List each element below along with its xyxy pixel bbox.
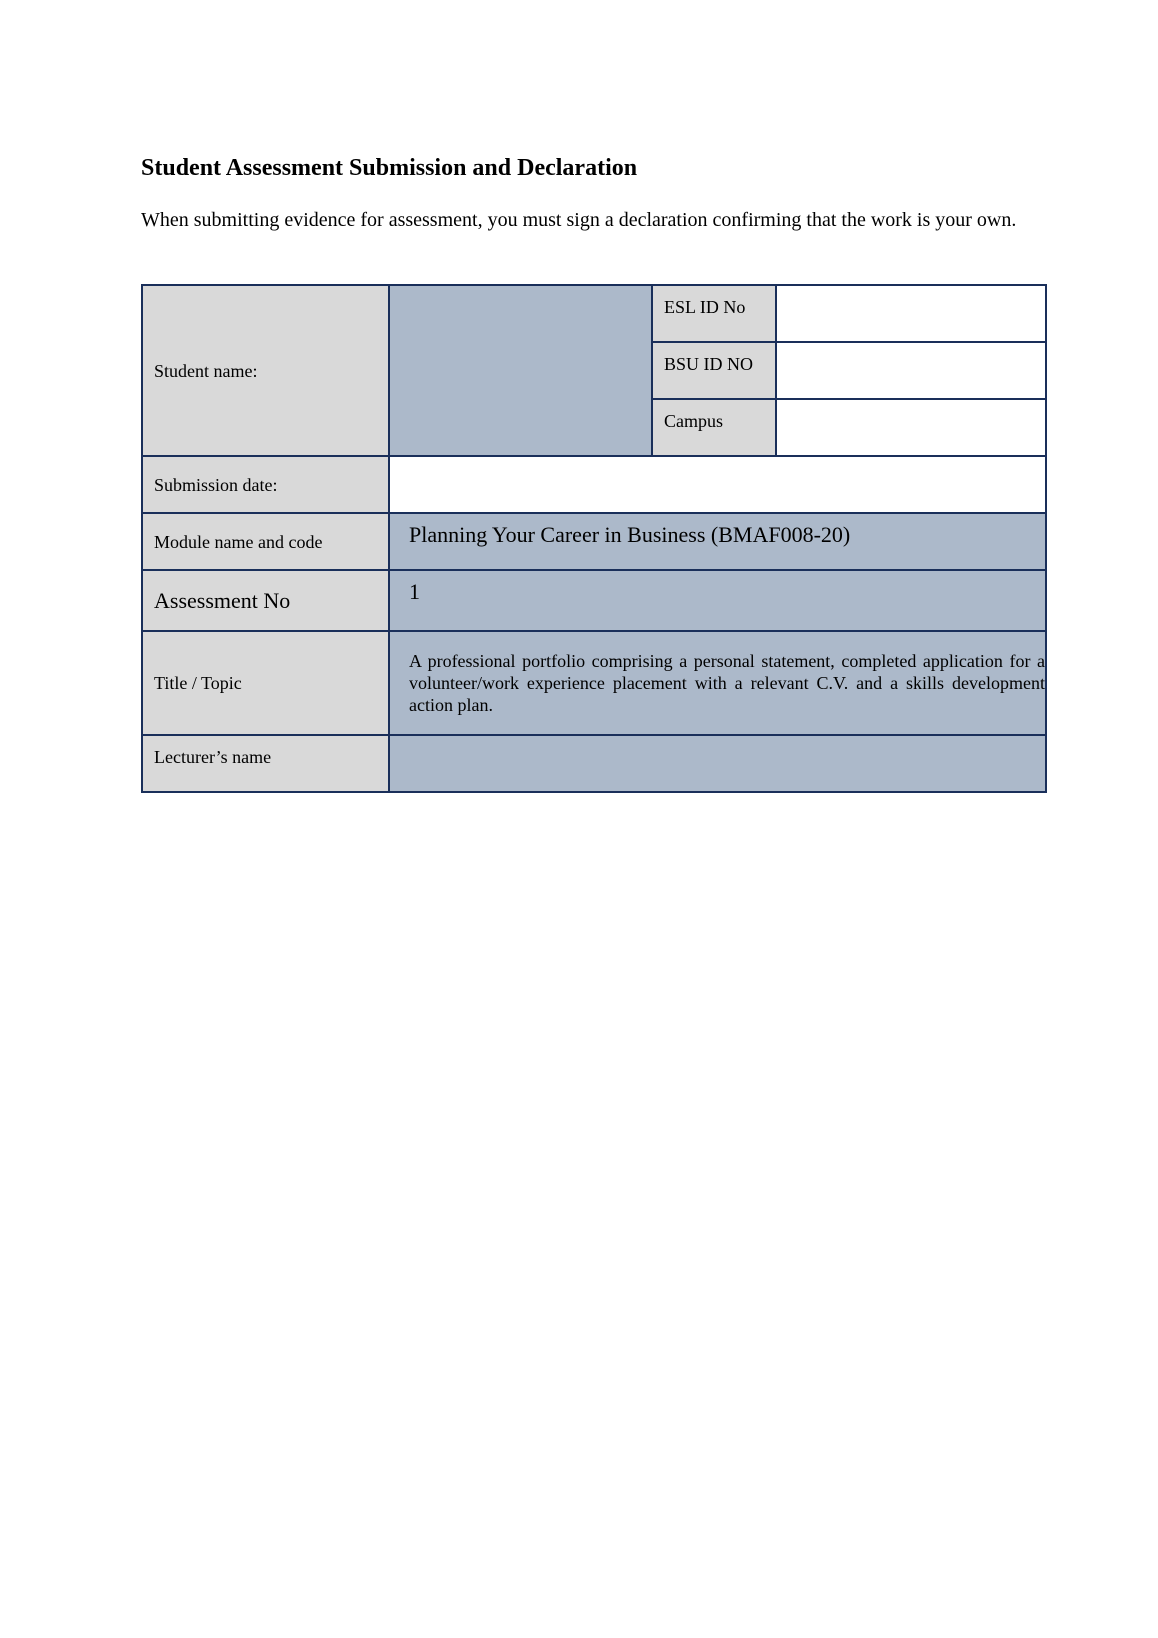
submission-date-label: Submission date:	[142, 456, 389, 513]
table-row	[142, 285, 1046, 342]
esl-id-label: ESL ID No	[652, 285, 776, 342]
intro-paragraph: When submitting evidence for assessment, you must sign a declaration confirming that the work is your own.	[141, 209, 1017, 231]
student-name-field[interactable]	[389, 285, 652, 456]
lecturer-label: Lecturer’s name	[142, 735, 389, 792]
table-row	[142, 456, 1046, 513]
campus-label: Campus	[652, 399, 776, 456]
esl-id-field[interactable]	[776, 285, 1046, 342]
module-label: Module name and code	[142, 513, 389, 570]
table-row	[142, 735, 1046, 792]
title-topic-label: Title / Topic	[142, 631, 389, 735]
declaration-table	[141, 284, 1047, 793]
lecturer-field[interactable]	[389, 735, 1046, 792]
assessment-no-value: 1	[389, 570, 1046, 631]
campus-field[interactable]	[776, 399, 1046, 456]
page-title: Student Assessment Submission and Declaration	[141, 155, 638, 181]
assessment-no-label: Assessment No	[142, 570, 389, 631]
bsu-id-label: BSU ID NO	[652, 342, 776, 399]
bsu-id-field[interactable]	[776, 342, 1046, 399]
table-row	[142, 513, 1046, 570]
module-value: Planning Your Career in Business (BMAF008-20)	[389, 513, 1046, 570]
table-row	[142, 631, 1046, 735]
submission-date-field[interactable]	[389, 456, 1046, 513]
student-name-label: Student name:	[142, 285, 389, 456]
title-topic-value: A professional portfolio comprising a personal statement, completed application for a volunteer/work experience placement with a relevant C.V. and a skills development action plan.	[389, 631, 1046, 735]
table-row	[142, 570, 1046, 631]
